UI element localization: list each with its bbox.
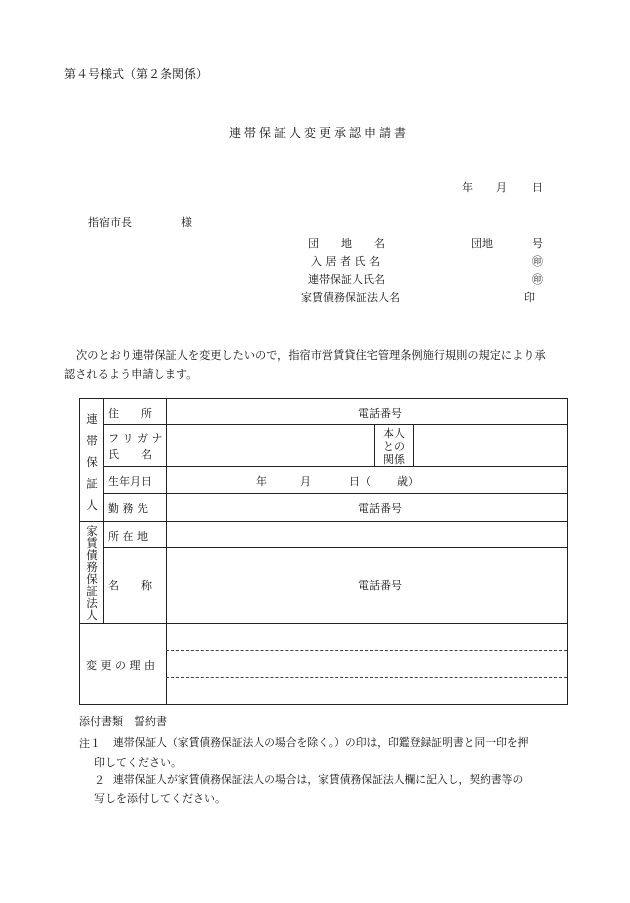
birth-day: 日（ <box>349 475 371 488</box>
date-year: 年 <box>462 181 473 194</box>
resident-seal: ㊞ <box>532 255 543 268</box>
resident-name-label: 入 居 者 氏 名 <box>311 255 380 268</box>
divider <box>80 623 567 624</box>
divider <box>103 547 567 548</box>
guarantor-name-label: 連帯保証人氏名 <box>308 273 385 286</box>
note2-head: ２ <box>94 774 105 787</box>
divider <box>80 521 567 522</box>
relation-label-3: 関係 <box>383 453 405 466</box>
note1-head: 注１ <box>79 737 101 750</box>
guarantor-seal: ㊞ <box>532 273 543 286</box>
reason-line <box>166 650 567 651</box>
body-text-line1: 次のとおり連帯保証人を変更したいので，指宿市営賃貸住宅管理条例施行規則の規定により承 <box>76 349 546 362</box>
address-label: 住 所 <box>108 407 152 420</box>
corp-seal: 印 <box>524 291 535 304</box>
divider <box>103 424 567 425</box>
relation-label-1: 本人 <box>383 427 405 440</box>
corp-name-label: 家賃債務保証法人名 <box>301 291 400 304</box>
reason-label: 変 更 の 理 由 <box>86 659 155 672</box>
workplace-label: 勤 務 先 <box>108 502 148 515</box>
danchi-label: 団 地 名 <box>308 237 385 250</box>
furigana-label: フ リ ガ ナ <box>108 432 163 445</box>
birth-date-label: 生年月日 <box>108 475 152 488</box>
addressee-honorific: 様 <box>181 216 192 229</box>
section-corp-label: 家賃債務保証法人 <box>85 525 99 621</box>
danchi-unit: 団地 <box>471 237 493 250</box>
note2-line2: 写しを添付してください。 <box>94 792 226 805</box>
note1-line1: 連帯保証人（家賃債務保証法人の場合を除く。）の印は，印鑑登録証明書と同一印を押 <box>113 736 529 749</box>
document-title: 連帯保証人変更承認申請書 <box>229 126 410 140</box>
divider <box>374 424 375 466</box>
workplace-phone-label: 電話番号 <box>358 502 402 515</box>
birth-age: 歳） <box>397 475 419 488</box>
divider <box>413 424 414 466</box>
name-label: 氏 名 <box>108 448 152 461</box>
note1-line2: 印してください。 <box>94 756 182 769</box>
corp-name-row-label: 名 称 <box>108 579 152 592</box>
body-text-line2: 認されるよう申請します。 <box>64 368 198 381</box>
divider <box>103 493 567 494</box>
date-month: 月 <box>496 181 507 194</box>
go-unit: 号 <box>532 237 543 250</box>
relation-label-2: との <box>383 440 405 453</box>
attachments: 添付書類 誓約書 <box>79 715 167 728</box>
divider <box>103 466 567 467</box>
date-day: 日 <box>532 181 543 194</box>
divider <box>166 623 167 704</box>
address-phone-label: 電話番号 <box>358 407 402 420</box>
application-table <box>79 398 568 705</box>
location-label: 所 在 地 <box>108 530 148 543</box>
birth-month: 月 <box>300 475 311 488</box>
note2-line1: 連帯保証人が家賃債務保証法人の場合は，家賃債務保証法人欄に記入し，契約書等の <box>113 773 524 786</box>
reason-line <box>166 677 567 678</box>
divider <box>166 399 167 623</box>
divider <box>103 521 104 623</box>
birth-year: 年 <box>256 475 267 488</box>
addressee-name: 指宿市長 <box>88 216 132 229</box>
corp-phone-label: 電話番号 <box>358 579 402 592</box>
section-guarantor-label: 連帯保証人 <box>85 413 99 521</box>
form-number: 第４号様式（第２条関係） <box>64 67 209 81</box>
divider <box>103 399 104 521</box>
